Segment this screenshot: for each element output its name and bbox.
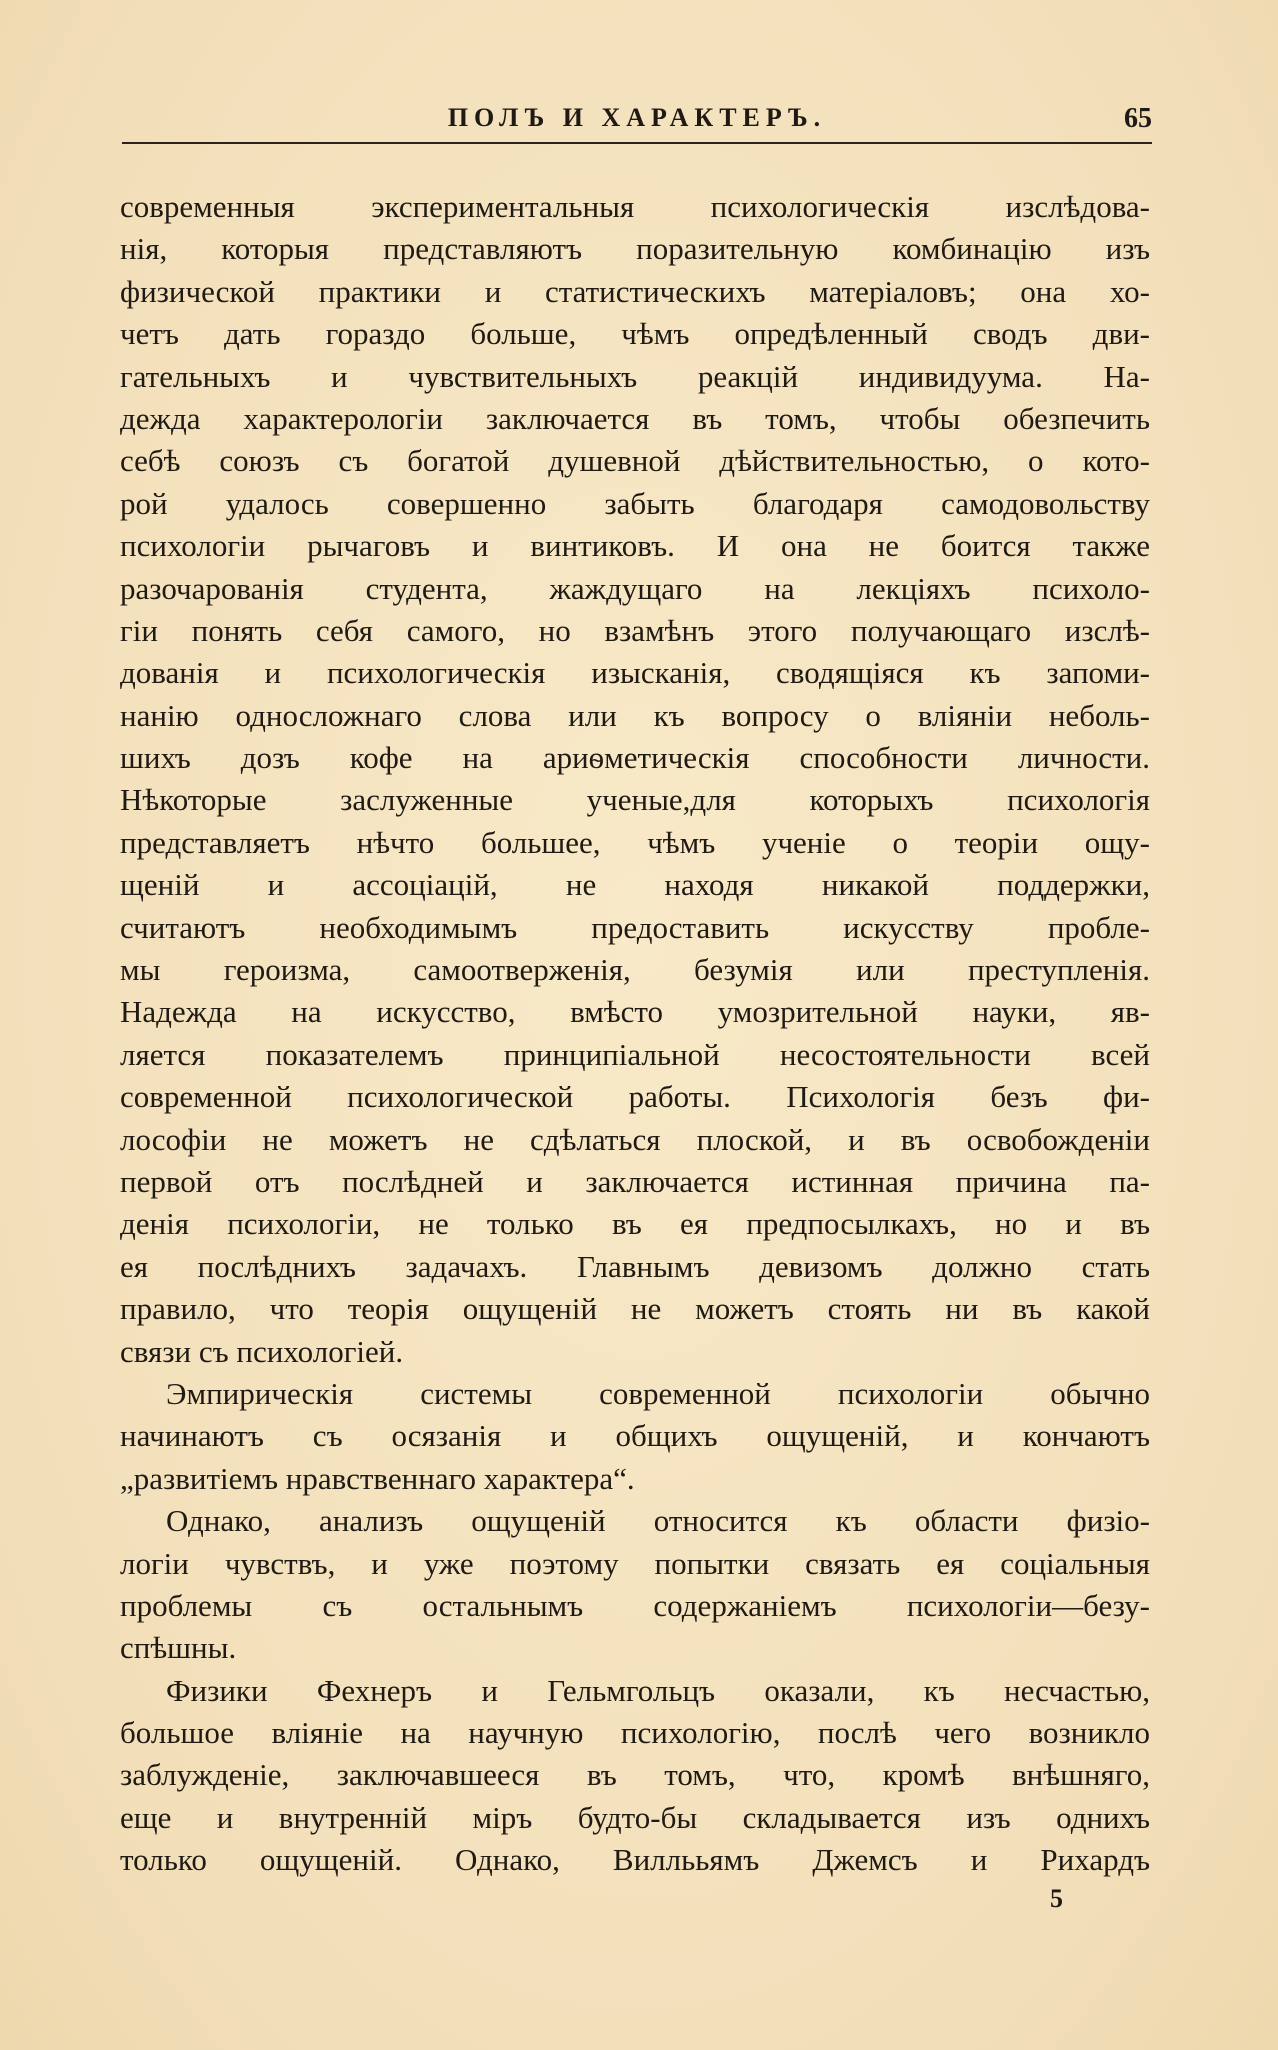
- text-line: физической практики и статистическихъ матеріаловъ; она хо-: [120, 273, 1150, 309]
- text-line: Однако, анализъ ощущеній относится къ области физіо-: [166, 1503, 1150, 1539]
- text-line: заблужденіе, заключавшееся въ томъ, что, кромѣ внѣшняго,: [120, 1757, 1150, 1793]
- text-line: связи съ психологіей.: [120, 1333, 404, 1369]
- text-line: мы героизма, самоотверженія, безумія или преступленія.: [120, 952, 1150, 988]
- text-line: ляется показателемъ принципіальной несостоятельности всей: [120, 1036, 1150, 1072]
- page-number: 65: [1124, 103, 1152, 134]
- text-line: Нѣкоторые заслуженные ученые,для которыхъ психологія: [120, 782, 1150, 818]
- body-text: [120, 186, 1150, 1882]
- text-line: четъ дать гораздо больше, чѣмъ опредѣленный сводъ дви-: [120, 316, 1150, 352]
- text-line: дованія и психологическія изысканія, сводящіяся къ запоми-: [120, 655, 1150, 691]
- text-line: ея послѣднихъ задачахъ. Главнымъ девизомъ должно стать: [120, 1248, 1150, 1284]
- text-line: большое вліяніе на научную психологію, послѣ чего возникло: [120, 1715, 1150, 1751]
- text-line: спѣшны.: [120, 1630, 237, 1666]
- text-line: современной психологической работы. Психологія безъ фи-: [120, 1079, 1150, 1115]
- text-line: щеній и ассоціацій, не находя никакой поддержки,: [120, 867, 1150, 903]
- text-line: лософіи не можетъ не сдѣлаться плоской, и въ освобожденіи: [120, 1121, 1150, 1157]
- text-line: Физики Фехнеръ и Гельмгольцъ оказали, къ несчастью,: [166, 1672, 1150, 1708]
- text-line: психологіи рычаговъ и винтиковъ. И она не боится также: [120, 528, 1150, 564]
- text-line: правило, что теорія ощущеній не можетъ стоять ни въ какой: [120, 1291, 1150, 1327]
- text-line: гательныхъ и чувствительныхъ реакцій индивидуума. На-: [120, 358, 1150, 394]
- text-line: рой удалось совершенно забыть благодаря самодовольству: [120, 485, 1150, 521]
- text-line: еще и внутренній міръ будто-бы складывается изъ однихъ: [120, 1799, 1150, 1835]
- text-line: Надежда на искусство, вмѣсто умозрительной науки, яв-: [120, 994, 1150, 1030]
- text-line: нія, которыя представляютъ поразительную комбинацію изъ: [120, 231, 1150, 267]
- text-line: начинаютъ съ осязанія и общихъ ощущеній, и кончаютъ: [120, 1418, 1150, 1454]
- text-line: считаютъ необходимымъ предоставить искусству пробле-: [120, 909, 1150, 945]
- header-rule: [122, 142, 1152, 144]
- signature-mark: 5: [1050, 1884, 1063, 1913]
- text-line: логіи чувствъ, и уже поэтому попытки связать ея соціальныя: [120, 1545, 1150, 1581]
- text-line: себѣ союзъ съ богатой душевной дѣйствительностью, о кото-: [120, 443, 1150, 479]
- running-title: ПОЛЪ И ХАРАКТЕРЪ.: [447, 103, 827, 132]
- text-line: современныя экспериментальныя психологическія изслѣдова-: [120, 189, 1150, 224]
- text-line: „развитіемъ нравственнаго характера“.: [120, 1460, 635, 1496]
- text-line: нанію односложнаго слова или къ вопросу о вліяніи неболь-: [120, 697, 1150, 733]
- text-line: представляетъ нѣчто большее, чѣмъ ученіе о теоріи ощу-: [120, 824, 1150, 860]
- text-line: шихъ дозъ кофе на ариѳметическія способности личности.: [120, 740, 1150, 776]
- text-line: только ощущеній. Однако, Виллььямъ Джемсъ и Рихардъ: [120, 1842, 1150, 1878]
- text-line: гіи понять себя самого, но взамѣнъ этого получающаго изслѣ-: [120, 612, 1150, 648]
- text-line: первой отъ послѣдней и заключается истинная причина па-: [120, 1163, 1150, 1199]
- text-line: проблемы съ остальнымъ содержаніемъ психологіи—безу-: [120, 1587, 1150, 1623]
- text-line: разочарованія студента, жаждущаго на лекціяхъ психоло-: [120, 570, 1150, 606]
- text-line: дежда характерологіи заключается въ томъ, чтобы обезпечить: [120, 400, 1150, 436]
- text-line: денія психологіи, не только въ ея предпосылкахъ, но и въ: [120, 1206, 1150, 1242]
- text-line: Эмпирическія системы современной психологіи обычно: [166, 1375, 1150, 1411]
- page-header: [122, 103, 1152, 143]
